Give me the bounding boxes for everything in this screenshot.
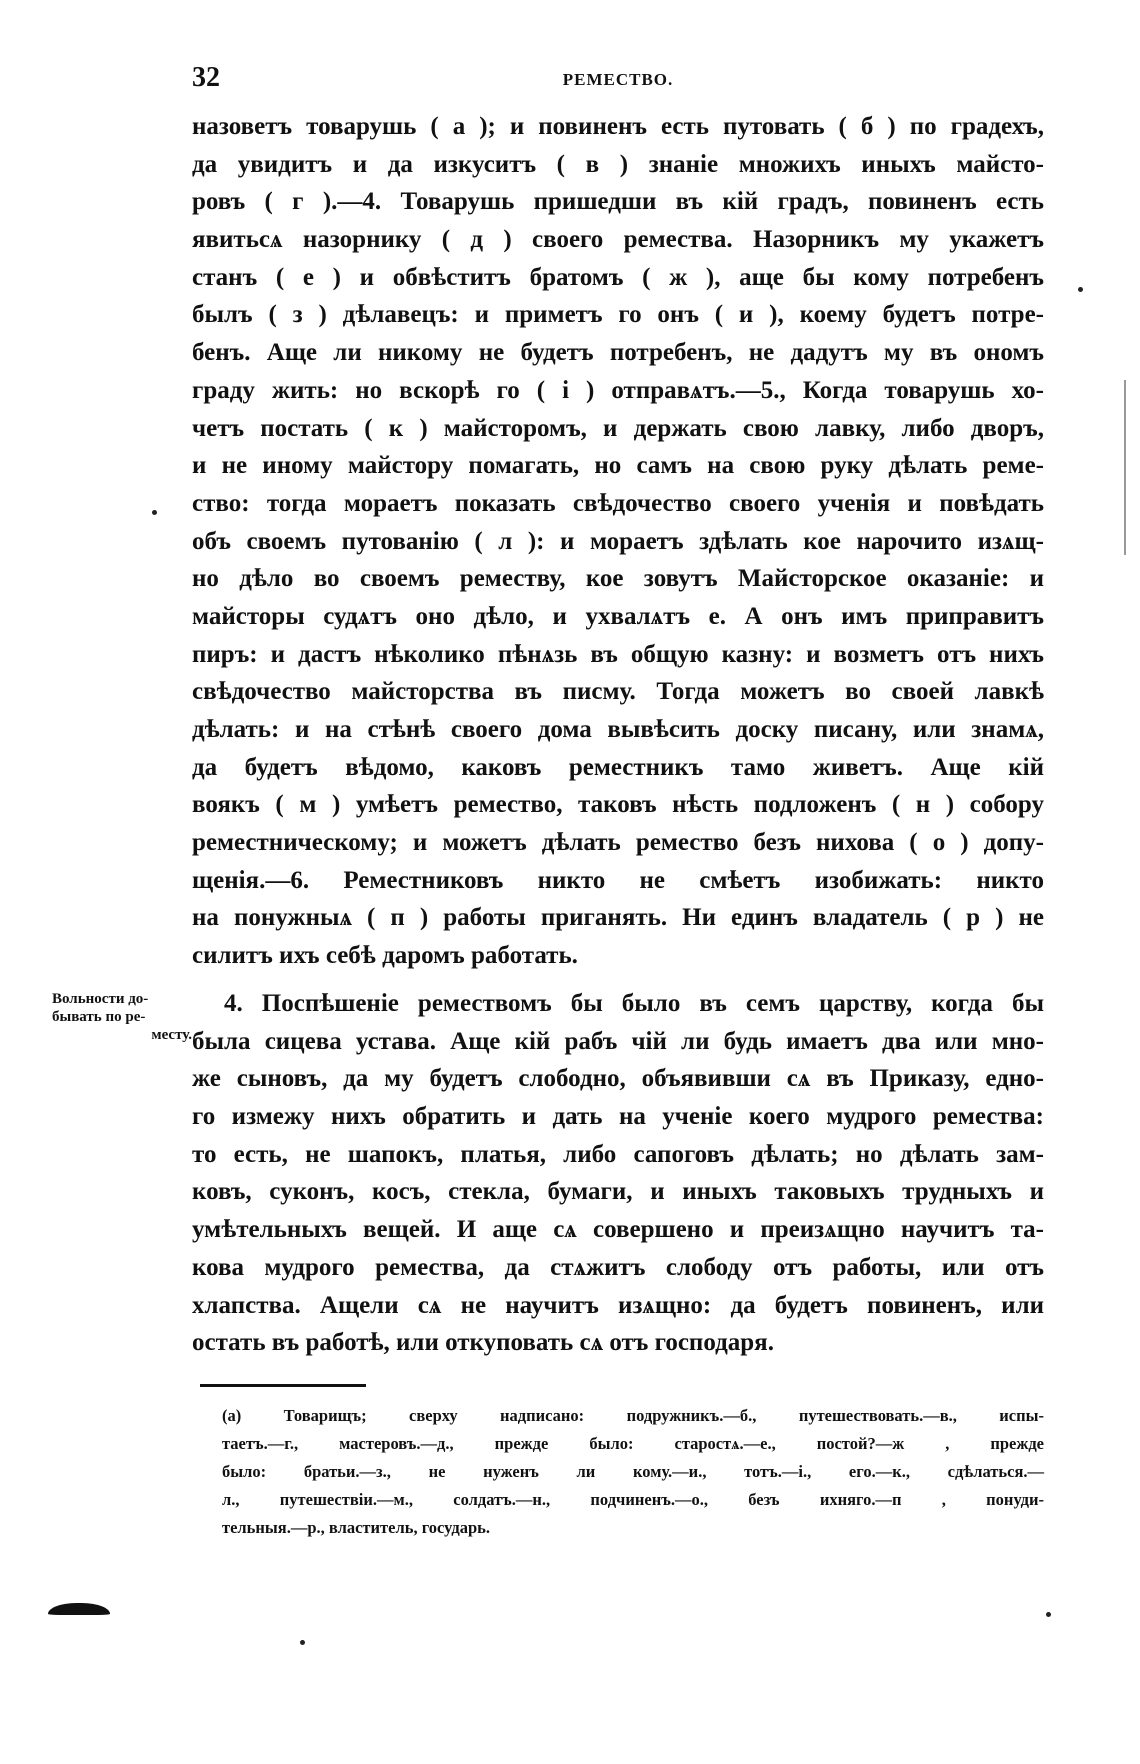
text-line: былъ ( з ) дѣлавецъ: и приметъ го онъ ( и ), коему будетъ потре-	[192, 301, 1044, 329]
text-line: же сыновъ, да му будетъ слободно, объявивши сѧ въ Приказу, едно-	[192, 1065, 1044, 1093]
text-line: явитьсѧ назорнику ( д ) своего ремества. Назорникъ му укажетъ	[192, 226, 1044, 254]
text-line: дѣлать: и на стѣнѣ своего дома вывѣсить доску писану, или знамѧ,	[192, 716, 1044, 743]
text-line: и не иному майстору помагать, но самъ на свою руку дѣлать реме-	[192, 452, 1044, 480]
text-line: кова мудрого ремества, да стѧжитъ слободу отъ работы, или отъ	[192, 1253, 1044, 1281]
ink-dot	[300, 1640, 305, 1645]
text-line: щенія.—6. Реместниковъ никто не смѣетъ изобижать: никто	[192, 866, 1044, 894]
main-text-block-2	[192, 985, 1044, 1362]
text-line: воякъ ( м ) умѣетъ ремество, таковъ нѣсть подложенъ ( н ) собору	[192, 791, 1044, 819]
text-line: остать въ работѣ, или откуповать сѧ отъ господаря.	[192, 1329, 774, 1357]
text-line: граду жить: но вскорѣ го ( і ) отправѧтъ.—5., Когда товарушь хо-	[192, 376, 1044, 404]
margin-note-line: бывать по ре-	[52, 1009, 146, 1025]
text-line: ровъ ( г ).—4. Товарушь пришедши въ кій градъ, повиненъ есть	[192, 188, 1044, 216]
margin-note-line: месту.	[151, 1027, 192, 1043]
footnote-rule	[200, 1384, 366, 1387]
page-header	[192, 62, 1044, 102]
text-line: четъ постать ( к ) майсторомъ, и держать свою лавку, либо дворъ,	[192, 414, 1044, 442]
text-line: реместническому; и можетъ дѣлать ремество безъ нихова ( о ) допу-	[192, 829, 1044, 857]
footnote-line: было: братьи.—з., не нуженъ ли кому.—и., тотъ.—і., его.—к., сдѣлаться.—	[222, 1462, 1044, 1481]
text-line: да увидитъ и да изкуситъ ( в ) знаніе множихъ иныхъ майсто-	[192, 150, 1044, 178]
text-line: станъ ( е ) и обвѣститъ братомъ ( ж ), аще бы кому потребенъ	[192, 263, 1044, 291]
text-line: пиръ: и дастъ нѣколико пѣнѧзь въ общую казну: и возметъ отъ нихъ	[192, 640, 1044, 668]
text-line: умѣтельныхъ вещей. И аще сѧ совершено и преизѧщно научитъ та-	[192, 1216, 1044, 1244]
text-line: свѣдочество майсторства въ писму. Тогда можетъ во своей лавкѣ	[192, 678, 1044, 706]
footnote-line: таетъ.—г., мастеровъ.—д., прежде было: старостѧ.—е., постой?—ж , прежде	[222, 1434, 1044, 1453]
text-line: ство: тогда мораетъ показать свѣдочество своего ученія и повѣдать	[192, 489, 1044, 517]
footnote-line: (а) Товарищъ; сверху надписано: подружникъ.—б., путешествовать.—в., испы-	[222, 1406, 1044, 1425]
main-text-block-1	[192, 108, 1044, 975]
page-number: 32	[192, 62, 220, 93]
ink-dot	[152, 510, 157, 515]
text-line: но дѣло во своемъ реместву, кое зовутъ Майсторское оказаніе: и	[192, 565, 1044, 593]
ink-mark	[48, 1603, 110, 1615]
margin-note	[52, 990, 202, 1044]
text-line: хлапства. Ащели сѧ не научитъ изѧщно: да будетъ повиненъ, или	[192, 1291, 1044, 1319]
footnote-line: тельныя.—р., властитель, государь.	[222, 1518, 490, 1537]
text-line: да будетъ вѣдомо, каковъ реместникъ тамо живетъ. Аще кій	[192, 753, 1044, 781]
text-line: назоветъ товарушь ( а ); и повиненъ есть путовать ( б ) по градехъ,	[192, 113, 1044, 140]
text-line: силитъ ихъ себѣ даромъ работать.	[192, 942, 578, 970]
footnotes	[222, 1402, 1044, 1542]
text-line: была сицева устава. Аще кій рабъ чій ли будь имаетъ два или мно-	[192, 1027, 1044, 1055]
page-edge-line	[1124, 380, 1126, 555]
text-line: объ своемъ путованію ( л ): и мораетъ здѣлать кое нарочито изѧщ-	[192, 527, 1044, 555]
ink-dot	[1046, 1612, 1051, 1617]
ink-dot	[1078, 287, 1083, 292]
running-title: РЕМЕСТВО.	[562, 70, 674, 89]
text-line: на понужныѧ ( п ) работы приганять. Ни единъ владатель ( р ) не	[192, 904, 1044, 932]
margin-note-line: Вольности до-	[52, 991, 149, 1007]
text-line: 4. Поспѣшеніе ремествомъ бы было въ семъ царству, когда бы	[224, 990, 1044, 1017]
text-line: майсторы судѧтъ оно дѣло, и ухвалѧтъ е. А онъ имъ приправитъ	[192, 602, 1044, 630]
footnote-line: л., путешествіи.—м., солдатъ.—н., подчиненъ.—о., безъ ихняго.—п , понуди-	[222, 1490, 1044, 1509]
text-line: го измежу нихъ обратить и дать на ученіе коего мудрого ремества:	[192, 1103, 1044, 1131]
text-line: бенъ. Аще ли никому не будетъ потребенъ, не дадутъ му въ ономъ	[192, 339, 1044, 367]
text-line: то есть, не шапокъ, платья, либо сапоговъ дѣлать; но дѣлать зам-	[192, 1140, 1044, 1168]
text-line: ковъ, суконъ, косъ, стекла, бумаги, и иныхъ таковыхъ трудныхъ и	[192, 1178, 1044, 1206]
